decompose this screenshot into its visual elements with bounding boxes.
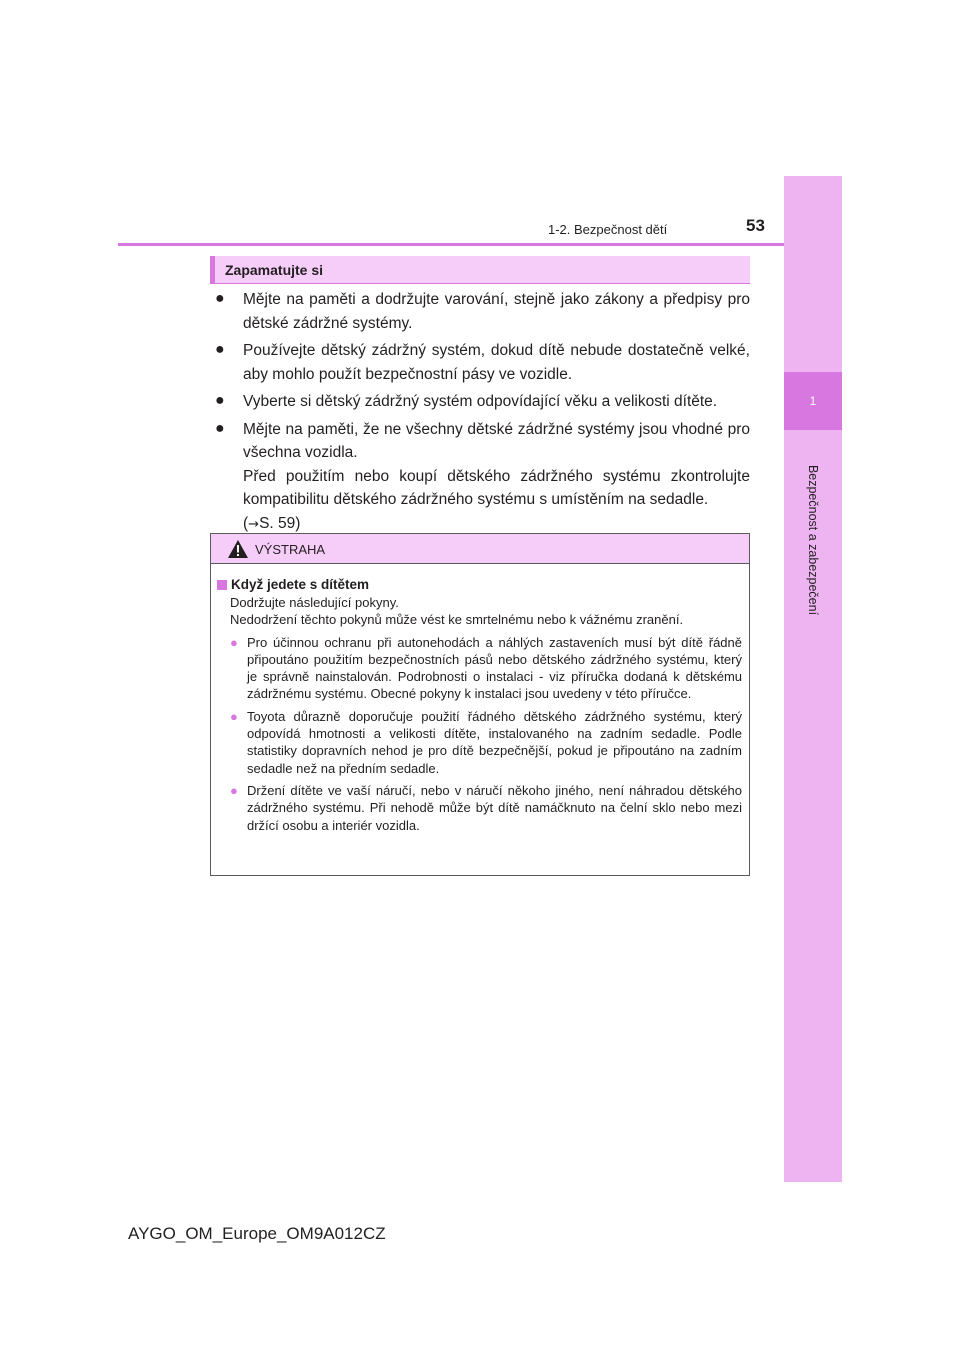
bullet-text: Vyberte si dětský zádržný systém odpovídající věku a velikosti dítěte. <box>243 393 718 410</box>
bullet-icon: ● <box>230 634 238 650</box>
chapter-number-badge: 1 <box>784 372 842 430</box>
warning-body <box>211 564 749 834</box>
square-bullet-icon <box>217 580 227 590</box>
warning-intro: Nedodržení těchto pokynů může vést ke smrtelnému nebo k vážnému zranění. <box>230 612 684 628</box>
bullet-text: Držení dítěte ve vaší náručí, nebo v náručí někoho jiného, není náhradou dětského zádržného systému. Při nehodě může být dítě namáčknuto na čelní sklo nebo mezi držící osobu a interiér vozidla. <box>247 782 742 833</box>
memo-heading <box>210 256 750 284</box>
list-item <box>214 339 750 386</box>
bullet-icon: ● <box>215 419 225 437</box>
section-title: 1-2. Bezpečnost dětí <box>548 222 668 237</box>
bullet-icon: ● <box>215 392 225 409</box>
list-item <box>217 634 742 703</box>
header-divider <box>118 243 784 246</box>
reference-text: S. 59) <box>259 514 301 532</box>
bullet-text: Mějte na paměti a dodržujte varování, stejně jako zákony a předpisy pro dětské zádržné systémy. <box>243 291 750 332</box>
page-number: 53 <box>746 216 765 235</box>
bullet-text: Toyota důrazně doporučuje použití řádného dětského zádržného systému, který odpovídá hmotnosti a velikosti dítěte, instalovaného na zadním sedadle. Podle statistiky dopravních nehod je pro dítě bezpečnější, pokud je připoutáno na zadním sedadle než na předním sedadle. <box>247 708 742 776</box>
warning-header <box>211 534 749 564</box>
bullet-icon: ● <box>215 341 225 358</box>
list-item <box>214 288 750 335</box>
memo-bullet-list <box>214 288 750 536</box>
arrow-right-icon: → <box>248 516 260 532</box>
reference-paren: ( <box>243 514 249 532</box>
bullet-note: Před použitím nebo koupí dětského zádržného systému zkontrolujte kompatibilitu dětského zádržného systému s umístěním na sedadle. <box>243 467 750 508</box>
bullet-text: Pro účinnou ochranu při autonehodách a náhlých zastaveních musí být dítě řádně připoutáno použitím bezpečnostních pásů nebo dětského zádržného systému, který je správně nainstalován. Podrobnosti o instalaci - viz příručka dodaná k dětskému zádržnému systému. Obecné pokyny k instalaci jsou uvedeny v této příručce. <box>247 634 742 702</box>
document-code: AYGO_OM_Europe_OM9A012CZ <box>128 1224 386 1243</box>
warning-intro: Dodržujte následující pokyny. <box>230 595 399 610</box>
warning-title: VÝSTRAHA <box>255 542 326 557</box>
bullet-icon: ● <box>230 708 238 724</box>
list-item <box>217 782 742 834</box>
chapter-label: Bezpečnost a zabezpečení <box>806 464 820 616</box>
warning-triangle-icon <box>227 539 249 559</box>
bullet-text: Používejte dětský zádržný systém, dokud dítě nebude dostatečně velké, aby mohlo použít bezpečnostní pásy ve vozidle. <box>243 342 750 383</box>
list-item <box>217 708 742 777</box>
warning-subheading <box>217 576 742 594</box>
bullet-icon: ● <box>230 782 238 798</box>
warning-box <box>210 533 750 876</box>
bullet-icon: ● <box>215 290 225 307</box>
chapter-side-tab <box>784 176 842 1182</box>
subheading-text: Když jedete s dítětem <box>231 577 370 592</box>
list-item <box>214 418 750 537</box>
list-item <box>214 390 750 414</box>
bullet-text: Mějte na paměti, že ne všechny dětské zádržné systémy jsou vhodné pro všechna vozidla. <box>243 420 750 461</box>
memo-title: Zapamatujte si <box>225 261 324 278</box>
